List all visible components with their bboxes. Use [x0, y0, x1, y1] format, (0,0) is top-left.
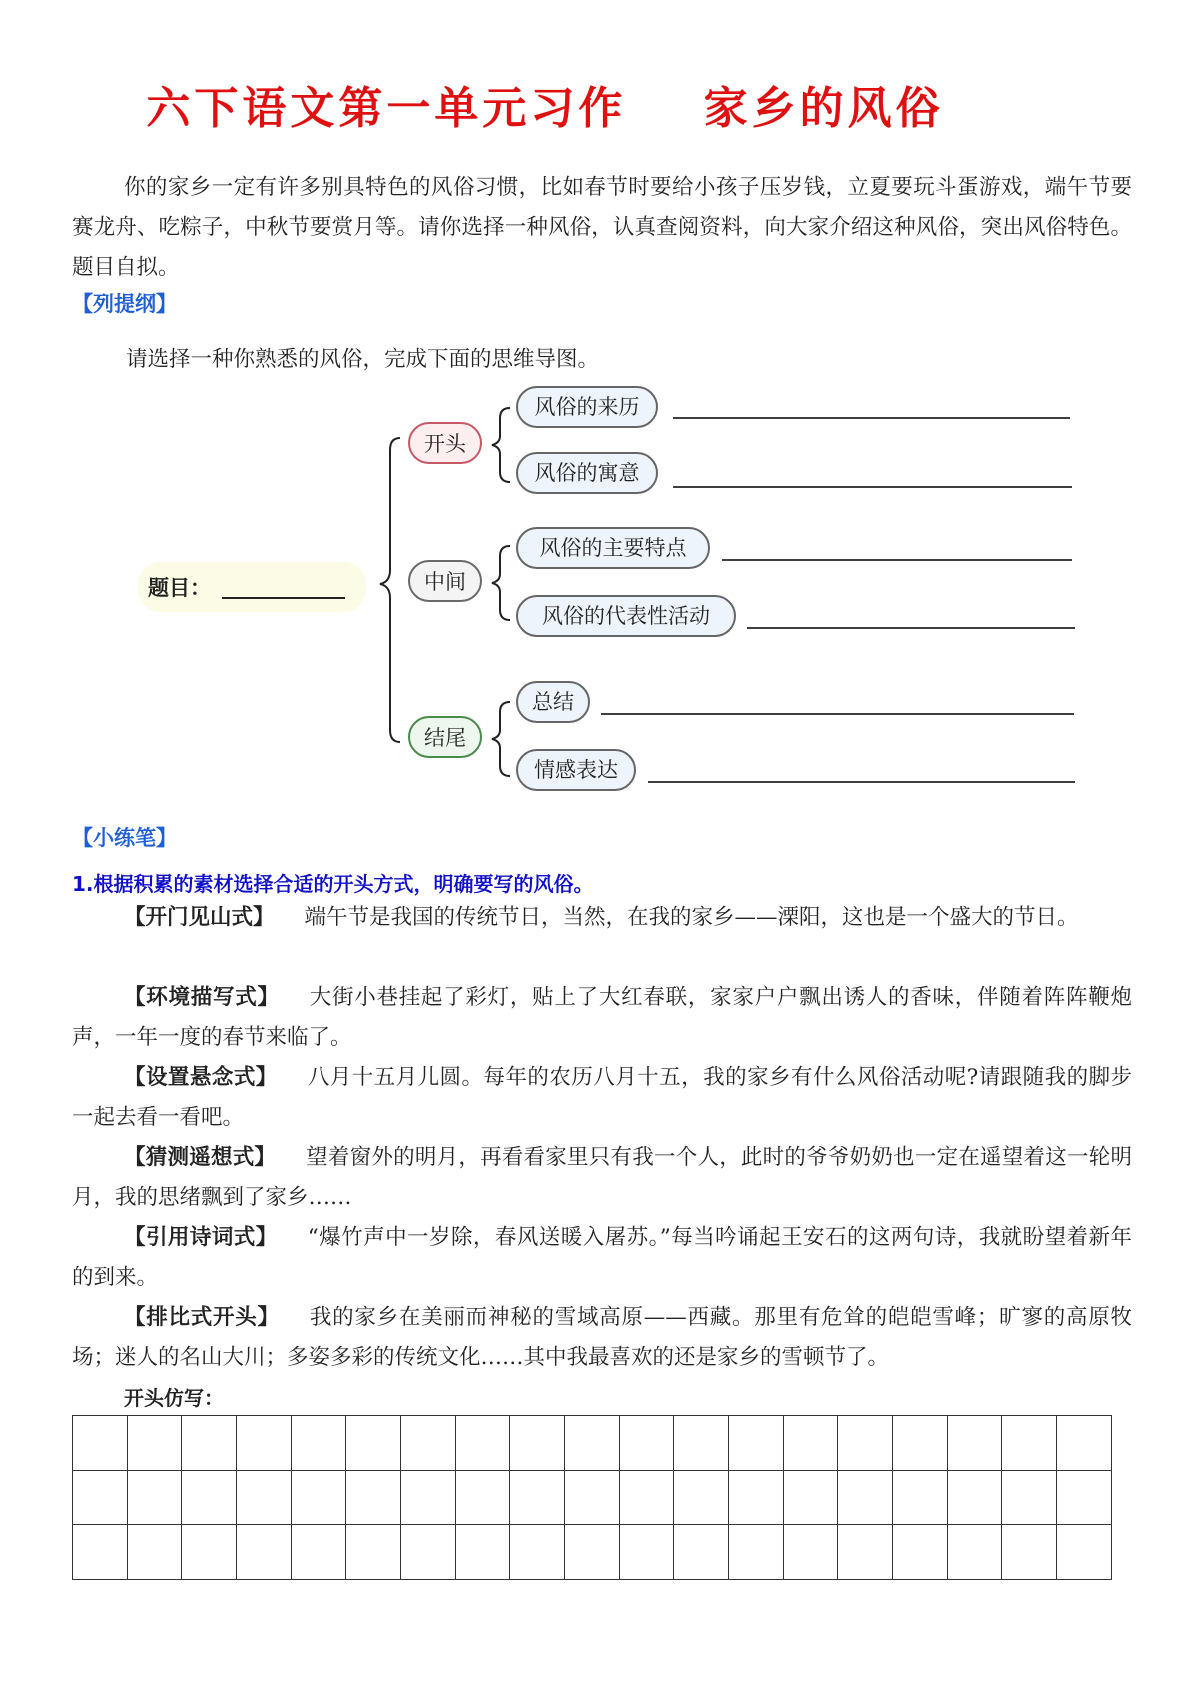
main-brace: [380, 438, 400, 742]
branch-label-opening: 开头: [424, 432, 466, 456]
grid-cell[interactable]: [73, 1525, 128, 1580]
grid-cell[interactable]: [783, 1525, 838, 1580]
intro-paragraph: 你的家乡一定有许多别具特色的风俗习惯，比如春节时要给小孩子压岁钱，立夏要玩斗蛋游戏，端午节要赛龙舟、吃粽子，中秋节要赏月等。请你选择一种风俗，认真查阅资料，向大家介绍这种风俗，突出风俗特色。题目自拟。: [72, 175, 1132, 280]
practice-heading: 【小练笔】: [72, 826, 177, 850]
writing-grid[interactable]: [72, 1415, 1112, 1580]
grid-cell[interactable]: [838, 1470, 893, 1525]
grid-cell[interactable]: [455, 1525, 510, 1580]
opening-example-4: [72, 1138, 1132, 1218]
opening-tag-2: 【环境描写式】: [124, 985, 280, 1010]
node-origin-label: 风俗的来历: [534, 395, 640, 419]
opening-text-5: “爆竹声中一岁除，春风送暖入屠苏。”每当吟诵起王安石的这两句诗，我就盼望着新年的到来。: [72, 1225, 1132, 1290]
grid-cell[interactable]: [565, 1416, 620, 1471]
grid-cell[interactable]: [346, 1525, 401, 1580]
grid-cell[interactable]: [291, 1525, 346, 1580]
grid-cell[interactable]: [237, 1525, 292, 1580]
grid-cell[interactable]: [729, 1416, 784, 1471]
grid-cell[interactable]: [838, 1525, 893, 1580]
grid-cell[interactable]: [182, 1416, 237, 1471]
mind-map: [0, 0, 1190, 800]
opening-text-6: 我的家乡在美丽而神秘的雪域高原——西藏。那里有危耸的皑皑雪峰；旷寥的高原牧场；迷人的名山大川；多姿多彩的传统文化……其中我最喜欢的还是家乡的雪顿节了。: [72, 1305, 1132, 1370]
grid-cell[interactable]: [346, 1416, 401, 1471]
node-meaning-label: 风俗的寓意: [534, 461, 640, 485]
grid-cell[interactable]: [1002, 1525, 1057, 1580]
opening-text-3: 八月十五月儿圆。每年的农历八月十五，我的家乡有什么风俗活动呢?请跟随我的脚步一起去看一看吧。: [72, 1065, 1132, 1130]
opening-tag-4: 【猜测遥想式】: [124, 1145, 277, 1170]
opening-example-3: [72, 1058, 1132, 1138]
grid-cell[interactable]: [291, 1470, 346, 1525]
opening-tag-6: 【排比式开头】: [124, 1305, 280, 1330]
grid-cell[interactable]: [619, 1416, 674, 1471]
brace-opening: [492, 408, 510, 482]
grid-cell[interactable]: [1057, 1525, 1112, 1580]
grid-cell[interactable]: [401, 1470, 456, 1525]
grid-cell[interactable]: [346, 1470, 401, 1525]
grid-cell[interactable]: [674, 1416, 729, 1471]
node-features-label: 风俗的主要特点: [539, 536, 687, 560]
opening-tag-5: 【引用诗词式】: [124, 1225, 278, 1250]
grid-row: [73, 1416, 1112, 1471]
opening-tag-1: 【开门见山式】: [124, 905, 275, 930]
grid-cell[interactable]: [291, 1416, 346, 1471]
grid-cell[interactable]: [565, 1470, 620, 1525]
grid-cell[interactable]: [674, 1525, 729, 1580]
grid-cell[interactable]: [947, 1470, 1002, 1525]
grid-cell[interactable]: [619, 1470, 674, 1525]
opening-example-2: [72, 978, 1132, 1058]
grid-cell[interactable]: [1057, 1416, 1112, 1471]
page-title: 六下语文第一单元习作 家乡的风俗: [146, 83, 944, 134]
grid-cell[interactable]: [565, 1525, 620, 1580]
topic-label: 题目：: [148, 576, 211, 600]
branch-label-ending: 结尾: [424, 726, 466, 750]
node-emotion-label: 情感表达: [534, 758, 618, 782]
grid-cell[interactable]: [1002, 1416, 1057, 1471]
node-activities-label: 风俗的代表性活动: [542, 604, 710, 628]
opening-text-1: 端午节是我国的传统节日，当然，在我的家乡——溧阳，这也是一个盛大的节日。: [304, 905, 1079, 930]
grid-cell[interactable]: [893, 1525, 948, 1580]
grid-cell[interactable]: [510, 1470, 565, 1525]
grid-cell[interactable]: [619, 1525, 674, 1580]
grid-cell[interactable]: [510, 1416, 565, 1471]
grid-row: [73, 1470, 1112, 1525]
grid-cell[interactable]: [401, 1416, 456, 1471]
opening-text-2: 大街小巷挂起了彩灯，贴上了大红春联，家家户户飘出诱人的香味，伴随着阵阵鞭炮声，一年一度的春节来临了。: [72, 985, 1132, 1050]
grid-cell[interactable]: [947, 1416, 1002, 1471]
grid-cell[interactable]: [182, 1525, 237, 1580]
grid-cell[interactable]: [1002, 1470, 1057, 1525]
opening-text-4: 望着窗外的明月，再看看家里只有我一个人，此时的爷爷奶奶也一定在遥望着这一轮明月，我的思绪飘到了家乡……: [72, 1145, 1132, 1210]
grid-cell[interactable]: [73, 1470, 128, 1525]
grid-cell[interactable]: [674, 1470, 729, 1525]
grid-cell[interactable]: [783, 1416, 838, 1471]
grid-cell[interactable]: [1057, 1470, 1112, 1525]
grid-cell[interactable]: [127, 1416, 182, 1471]
grid-cell[interactable]: [73, 1416, 128, 1471]
grid-cell[interactable]: [127, 1525, 182, 1580]
branch-label-middle: 中间: [424, 570, 466, 594]
node-summary-label: 总结: [532, 690, 574, 714]
grid-cell[interactable]: [182, 1470, 237, 1525]
grid-cell[interactable]: [783, 1470, 838, 1525]
grid-cell[interactable]: [401, 1525, 456, 1580]
grid-cell[interactable]: [455, 1470, 510, 1525]
outline-heading: 【列提纲】: [72, 292, 177, 316]
opening-example-6: [72, 1298, 1132, 1378]
grid-cell[interactable]: [893, 1470, 948, 1525]
outline-instruction: 请选择一种你熟悉的风俗，完成下面的思维导图。: [126, 347, 600, 372]
grid-cell[interactable]: [838, 1416, 893, 1471]
grid-cell[interactable]: [729, 1525, 784, 1580]
grid-cell[interactable]: [510, 1525, 565, 1580]
grid-cell[interactable]: [947, 1525, 1002, 1580]
opening-tag-3: 【设置悬念式】: [124, 1065, 278, 1090]
grid-cell[interactable]: [729, 1470, 784, 1525]
grid-cell[interactable]: [127, 1470, 182, 1525]
opening-example-5: [72, 1218, 1132, 1298]
grid-row: [73, 1525, 1112, 1580]
brace-ending: [492, 702, 510, 776]
grid-cell[interactable]: [237, 1470, 292, 1525]
task-1-heading: 1.根据积累的素材选择合适的开头方式，明确要写的风俗。: [72, 872, 594, 896]
brace-middle: [492, 546, 510, 620]
grid-cell[interactable]: [893, 1416, 948, 1471]
grid-cell[interactable]: [455, 1416, 510, 1471]
opening-example-1: [72, 898, 1132, 938]
grid-cell[interactable]: [237, 1416, 292, 1471]
imitate-label: 开头仿写：: [124, 1386, 224, 1410]
